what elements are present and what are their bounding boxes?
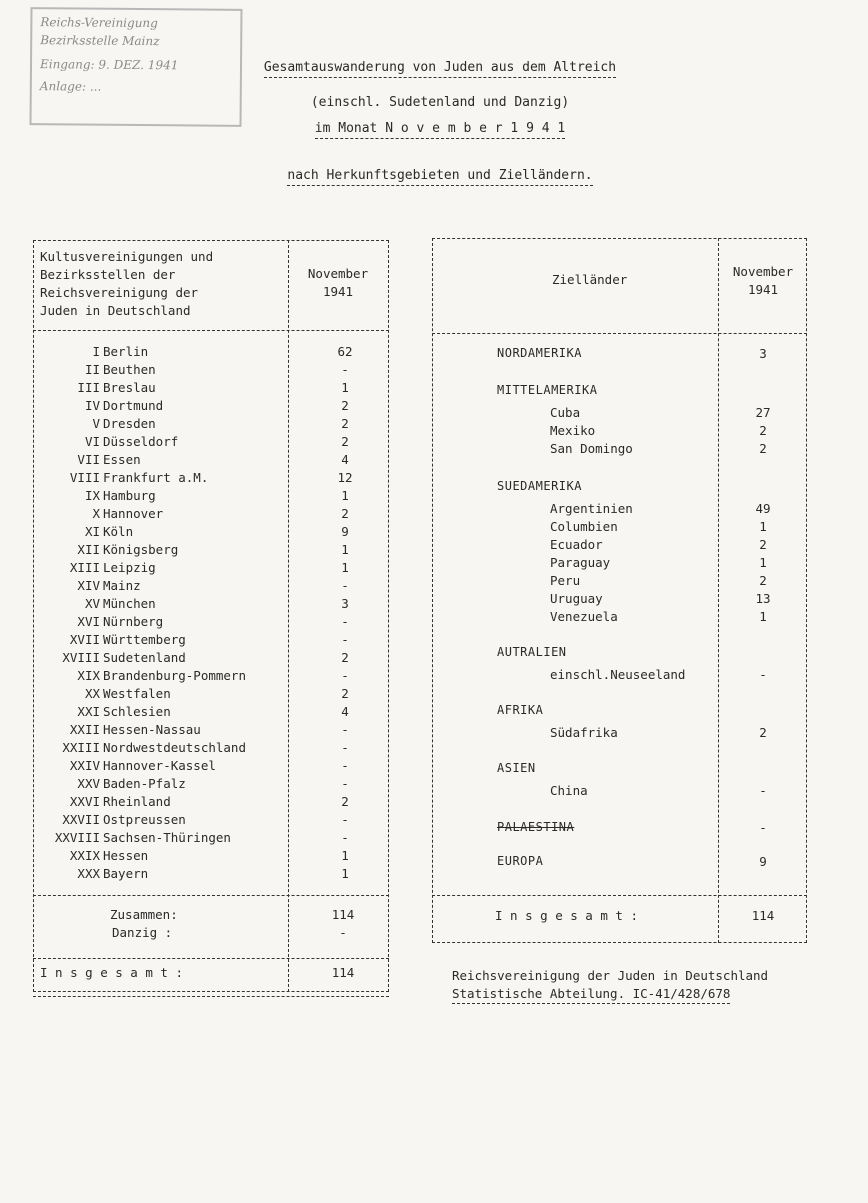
left-row-name: Breslau	[103, 380, 156, 395]
right-row-value: -	[759, 783, 767, 798]
footer-department: Statistische Abteilung. IC-41/428/678	[452, 986, 730, 1001]
left-row-value: 1	[341, 542, 349, 557]
left-row-name: Bayern	[103, 866, 149, 881]
right-country-label: Peru	[550, 573, 581, 588]
left-row-value: 3	[341, 596, 349, 611]
left-row-name: Hannover	[103, 506, 164, 521]
left-row-name: Nordwestdeutschland	[103, 740, 246, 755]
left-total-label: I n s g e s a m t :	[40, 965, 183, 980]
left-row-roman: III	[77, 380, 100, 395]
right-row-value: -	[759, 820, 767, 835]
right-country-label: Uruguay	[550, 591, 603, 606]
right-country-label: Paraguay	[550, 555, 611, 570]
left-row-value: 1	[341, 488, 349, 503]
left-row-name: Hannover-Kassel	[103, 758, 216, 773]
left-row-roman: XXVI	[69, 794, 100, 809]
right-region-label: NORDAMERIKA	[497, 346, 582, 360]
right-region-label: AFRIKA	[497, 703, 544, 717]
right-header-destination: Zielländer	[552, 272, 628, 287]
left-row-value: -	[341, 830, 349, 845]
left-row-roman: XXV	[77, 776, 100, 791]
left-row-name: Beuthen	[103, 362, 156, 377]
right-country-label: Mexiko	[550, 423, 596, 438]
document-subtitle: (einschl. Sudetenland und Danzig)	[310, 95, 570, 110]
left-row-roman: IX	[84, 488, 100, 503]
right-row-value: 49	[755, 501, 771, 516]
left-row-roman: XXI	[77, 704, 100, 719]
left-header-month: November 1941	[307, 266, 369, 299]
left-row-name: Sudetenland	[103, 650, 186, 665]
right-header-month: November 1941	[732, 264, 794, 297]
left-row-value: 2	[341, 686, 349, 701]
left-row-name: Dresden	[103, 416, 156, 431]
left-row-name: Westfalen	[103, 686, 171, 701]
left-row-value: 1	[341, 848, 349, 863]
left-row-name: Nürnberg	[103, 614, 164, 629]
left-danzig-label: Danzig :	[112, 925, 173, 940]
left-row-roman: XXX	[77, 866, 100, 881]
left-row-name: Hessen	[103, 848, 149, 863]
right-country-label: Ecuador	[550, 537, 603, 552]
left-table-sum-rule	[33, 895, 389, 896]
left-row-name: Köln	[103, 524, 134, 539]
left-row-value: -	[341, 632, 349, 647]
left-row-value: 4	[341, 452, 349, 467]
left-row-name: Brandenburg-Pommern	[103, 668, 246, 683]
left-row-roman: I	[92, 344, 100, 359]
right-row-value: 2	[759, 441, 767, 456]
left-row-roman: XIII	[69, 560, 100, 575]
document-title: Gesamtauswanderung von Juden aus dem Altreich	[240, 60, 640, 75]
left-row-roman: X	[92, 506, 100, 521]
right-region-label: MITTELAMERIKA	[497, 383, 598, 397]
right-country-label: Cuba	[550, 405, 581, 420]
left-row-name: Frankfurt a.M.	[103, 470, 209, 485]
left-row-value: 2	[341, 794, 349, 809]
left-zusammen-label: Zusammen:	[110, 907, 178, 922]
right-region-label: EUROPA	[497, 854, 544, 868]
document-subheading: nach Herkunftsgebieten und Zielländern.	[240, 168, 640, 183]
left-table-double-rule	[33, 996, 389, 997]
left-row-name: Essen	[103, 452, 141, 467]
right-country-label: Argentinien	[550, 501, 633, 516]
left-row-roman: XXVIII	[54, 830, 100, 845]
left-row-value: 2	[341, 416, 349, 431]
left-row-name: Dortmund	[103, 398, 164, 413]
receipt-stamp	[29, 7, 242, 127]
stamp-line-1: Reichs-Vereinigung	[40, 15, 158, 31]
right-total-value: 114	[751, 908, 775, 923]
right-row-value: 27	[755, 405, 771, 420]
document-month: im Monat N o v e m b e r 1 9 4 1	[240, 121, 640, 136]
stamp-line-2: Bezirksstelle Mainz	[40, 33, 160, 49]
right-row-value: 2	[759, 573, 767, 588]
right-row-value: 1	[759, 555, 767, 570]
left-danzig-value: -	[339, 925, 347, 940]
left-row-name: Leipzig	[103, 560, 156, 575]
right-row-value: 2	[759, 423, 767, 438]
left-row-roman: XV	[84, 596, 100, 611]
left-row-name: Königsberg	[103, 542, 179, 557]
right-row-value: 9	[759, 854, 767, 869]
right-country-label: Columbien	[550, 519, 618, 534]
right-region-label: PALAESTINA	[497, 820, 575, 834]
left-row-value: -	[341, 812, 349, 827]
left-row-roman: XII	[77, 542, 100, 557]
left-row-value: 1	[341, 866, 349, 881]
stamp-line-3: Eingang: 9. DEZ. 1941	[39, 57, 179, 73]
right-country-label: Venezuela	[550, 609, 618, 624]
left-row-value: 2	[341, 506, 349, 521]
left-zusammen-value: 114	[331, 907, 355, 922]
right-total-label: I n s g e s a m t :	[495, 908, 638, 923]
left-row-roman: XX	[84, 686, 100, 701]
left-row-value: -	[341, 776, 349, 791]
footer-organization: Reichsvereinigung der Juden in Deutschland	[452, 968, 769, 983]
right-row-value: 13	[755, 591, 771, 606]
right-region-label: AUTRALIEN	[497, 645, 567, 659]
left-row-roman: XVIII	[62, 650, 100, 665]
right-region-label: ASIEN	[497, 761, 536, 775]
left-row-value: -	[341, 722, 349, 737]
right-row-value: 1	[759, 609, 767, 624]
left-row-value: -	[341, 668, 349, 683]
left-row-roman: VII	[77, 452, 100, 467]
right-table-total-rule	[432, 895, 807, 896]
left-row-name: Sachsen-Thüringen	[103, 830, 231, 845]
right-row-value: 2	[759, 725, 767, 740]
left-row-roman: XXIX	[69, 848, 100, 863]
left-row-value: 1	[341, 380, 349, 395]
left-table-column-divider	[288, 240, 289, 992]
left-row-roman: XXIII	[62, 740, 100, 755]
left-row-name: Rheinland	[103, 794, 171, 809]
left-row-value: 2	[341, 398, 349, 413]
left-total-value: 114	[331, 965, 355, 980]
stamp-line-4: Anlage: ...	[39, 79, 102, 94]
right-country-label: einschl.Neuseeland	[550, 667, 686, 682]
left-row-value: -	[341, 362, 349, 377]
right-row-value: -	[759, 667, 767, 682]
right-row-value: 3	[759, 346, 767, 361]
left-row-roman: II	[84, 362, 100, 377]
right-country-label: San Domingo	[550, 441, 633, 456]
left-row-name: Württemberg	[103, 632, 186, 647]
left-row-roman: XIX	[77, 668, 100, 683]
left-row-roman: XVI	[77, 614, 100, 629]
left-row-value: -	[341, 614, 349, 629]
left-row-roman: XXVII	[62, 812, 100, 827]
left-row-name: Hessen-Nassau	[103, 722, 201, 737]
left-row-name: Hamburg	[103, 488, 156, 503]
left-row-name: Baden-Pfalz	[103, 776, 186, 791]
left-row-value: 9	[341, 524, 349, 539]
left-row-roman: VI	[84, 434, 100, 449]
left-row-value: 2	[341, 650, 349, 665]
left-row-value: 12	[337, 470, 353, 485]
left-row-roman: VIII	[69, 470, 100, 485]
right-country-label: China	[550, 783, 588, 798]
left-row-roman: XI	[84, 524, 100, 539]
right-row-value: 1	[759, 519, 767, 534]
left-row-roman: XXIV	[69, 758, 100, 773]
right-table-header-rule	[432, 333, 807, 334]
left-row-roman: IV	[84, 398, 100, 413]
left-row-name: Ostpreussen	[103, 812, 186, 827]
left-row-value: 4	[341, 704, 349, 719]
left-row-roman: XIV	[77, 578, 100, 593]
left-row-value: 2	[341, 434, 349, 449]
left-table-header-rule	[33, 330, 389, 331]
left-row-name: München	[103, 596, 156, 611]
left-table-total-rule	[33, 958, 389, 959]
left-row-name: Mainz	[103, 578, 141, 593]
left-row-value: -	[341, 740, 349, 755]
left-row-name: Düsseldorf	[103, 434, 179, 449]
left-header-origin: Kultusvereinigungen und Bezirksstellen der Reichsvereinigung der Juden in Deutschland	[40, 249, 214, 318]
left-row-value: 62	[337, 344, 353, 359]
left-row-roman: V	[92, 416, 100, 431]
right-region-label: SUEDAMERIKA	[497, 479, 582, 493]
left-row-name: Schlesien	[103, 704, 171, 719]
left-row-name: Berlin	[103, 344, 149, 359]
left-row-value: 1	[341, 560, 349, 575]
right-row-value: 2	[759, 537, 767, 552]
left-row-roman: XVII	[69, 632, 100, 647]
left-row-value: -	[341, 578, 349, 593]
left-row-value: -	[341, 758, 349, 773]
left-row-roman: XXII	[69, 722, 100, 737]
right-country-label: Südafrika	[550, 725, 618, 740]
